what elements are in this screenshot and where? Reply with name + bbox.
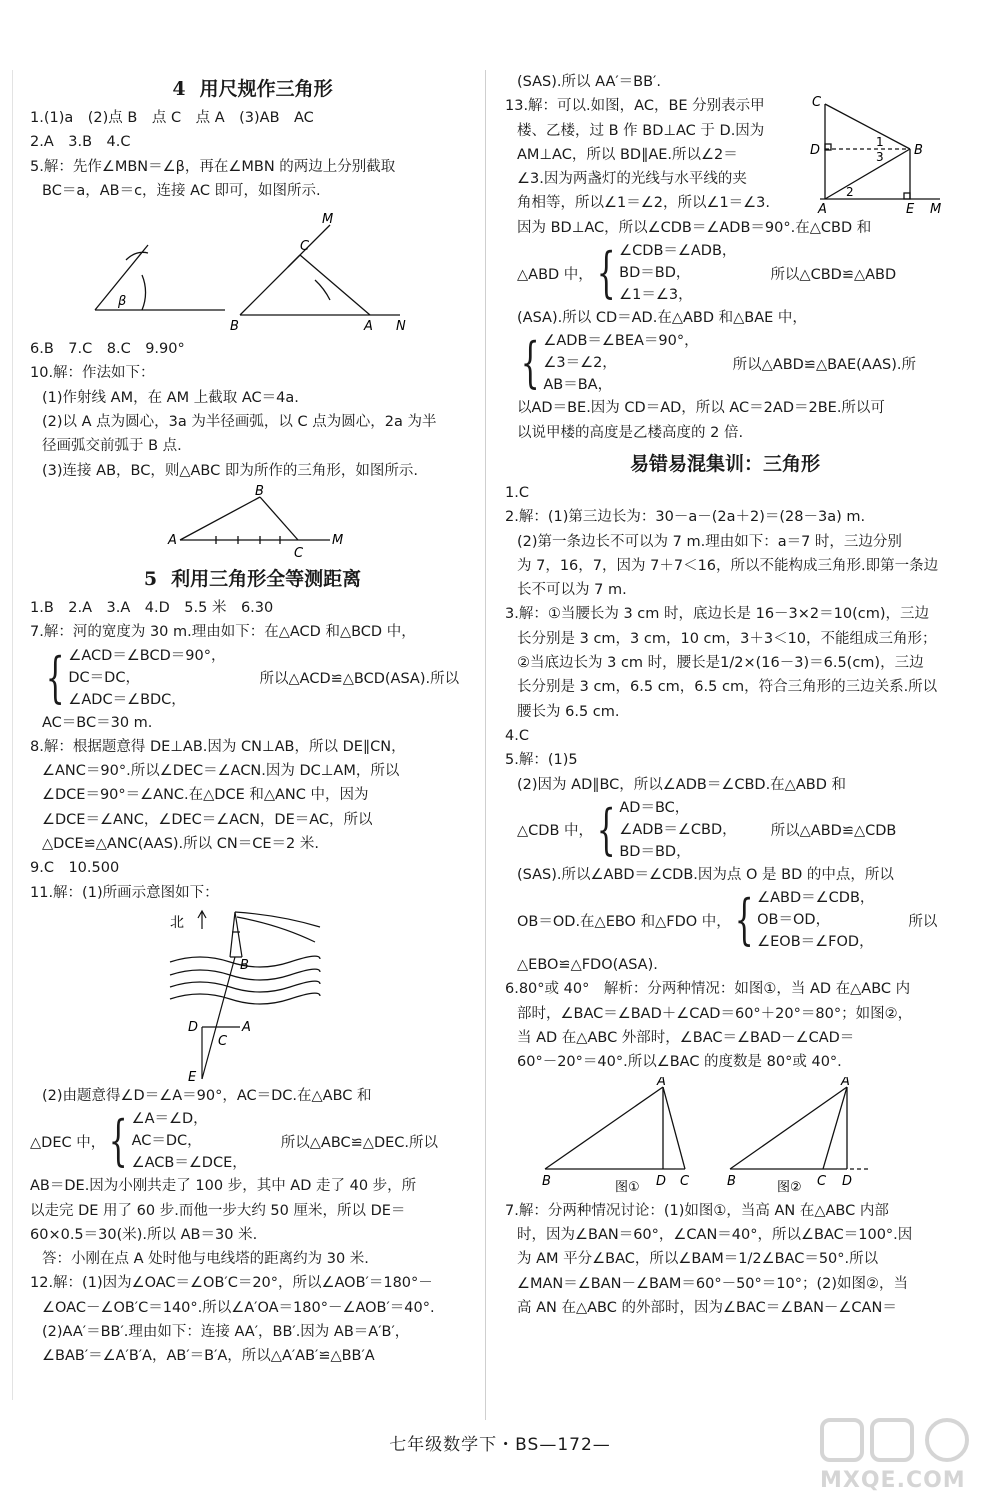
section-4-heading: 4 用尺规作三角形 xyxy=(172,78,333,100)
answer-line: 长分别是 3 cm，6.5 cm，6.5 cm，符合三角形的三边关系.所以 xyxy=(517,679,938,696)
answer-line: (SAS).所以∠ABD＝∠CDB.因为点 O 是 BD 的中点，所以 xyxy=(517,866,894,883)
label-A: A xyxy=(841,1076,850,1089)
label-D: D xyxy=(842,1173,853,1189)
answer-line: ∠MAN＝∠BAN－∠BAM＝60°－50°＝10°；(2)如图②，当 xyxy=(517,1275,909,1292)
watermark-icon xyxy=(812,1415,982,1470)
answer-line: 7.解：河的宽度为 30 m.理由如下：在△ACD 和△BCD 中， xyxy=(30,624,416,641)
answer-line: (2)因为 AD∥BC，所以∠ADB＝∠CBD.在△ABD 和 xyxy=(517,776,846,793)
label-A: A xyxy=(657,1076,666,1089)
answer-line: 60°－20°＝40°.所以∠BAC 的度数是 80°或 40°. xyxy=(517,1054,842,1071)
left-column xyxy=(30,70,475,1369)
label-N: N xyxy=(396,319,406,335)
answer-line: 2.A 3.B 4.C xyxy=(30,134,131,151)
answer-line: ∠3.因为两盏灯的光线与水平线的夹 xyxy=(517,171,747,188)
label-D: D xyxy=(656,1173,667,1189)
label-D: D xyxy=(810,143,821,159)
label-B: B xyxy=(255,484,264,499)
answer-line: 1.B 2.A 3.A 4.D 5.5 米 6.30 xyxy=(30,599,274,616)
answer-line: 楼、乙楼，过 B 作 BD⊥AC 于 D.因为 xyxy=(517,122,765,139)
right-column xyxy=(505,70,945,1320)
answer-line: ∠ANC＝90°.所以∠DEC＝∠ACN.因为 DC⊥AM，所以 xyxy=(42,763,400,780)
answer-line: 6.80°或 40° 解析：分两种情况：如图①，当 AD 在△ABC 内 xyxy=(505,981,911,998)
label-A: A xyxy=(364,319,373,335)
answer-line: (2)第一条边长不可以为 7 m.理由如下：a＝7 时，三边分别 xyxy=(517,533,902,550)
brace-system: { ∠ACD＝∠BCD＝90°， DC＝DC， ∠ADC＝∠BDC， 所以△ACD≌△BCD(ASA).所以 xyxy=(45,645,460,709)
label-M: M xyxy=(322,212,334,228)
label-angle-1: 1 xyxy=(876,135,884,150)
label-angle-2: 2 xyxy=(846,185,854,200)
answer-line: 11.解：(1)所画示意图如下： xyxy=(30,884,219,901)
label-north: 北 xyxy=(170,914,184,931)
answer-line: 8.解：根据题意得 DE⊥AB.因为 CN⊥AB，所以 DE∥CN， xyxy=(30,738,406,755)
figure-construct-angle xyxy=(30,205,450,335)
label-angle-3: 3 xyxy=(876,150,884,165)
answer-line: 13.解：可以.如图，AC，BE 分别表示甲 xyxy=(505,98,765,115)
problem-13-block xyxy=(505,94,945,215)
answer-line: 时，因为∠BAN＝60°，∠CAN＝40°，所以∠BAC＝100°.因 xyxy=(517,1226,913,1243)
answer-line: 12.解：(1)因为∠OAC＝∠OB′C＝20°，所以∠AOB′＝180°－ xyxy=(30,1275,433,1292)
label-beta: β xyxy=(118,294,127,310)
brace-system: △ABD 中， { ∠CDB＝∠ADB， BD＝BD， ∠1＝∠3， 所以△CBD≌△ABD xyxy=(517,241,897,305)
answer-line: 为 7，16，7，因为 7＋7＜16，所以不能构成三角形.即第一条边 xyxy=(517,557,939,574)
answer-line: ∠DCE＝90°＝∠ANC.在△DCE 和△ANC 中，因为 xyxy=(42,787,369,804)
answer-line: BC＝a，AB＝c，连接 AC 即可，如图所示. xyxy=(42,182,321,199)
label-C: C xyxy=(300,239,310,255)
answer-line: 6.B 7.C 8.C 9.90° xyxy=(30,341,185,358)
label-B: B xyxy=(230,319,239,335)
answer-line: 因为 BD⊥AC，所以∠CDB＝∠ADB＝90°.在△CBD 和 xyxy=(517,219,872,236)
answer-line: 9.C 10.500 xyxy=(30,860,120,877)
answer-line: ②当底边长为 3 cm 时，腰长是1/2×(16－3)＝6.5(cm)，三边 xyxy=(517,655,924,672)
answer-line: (2)AA′＝BB′.理由如下：连接 AA′，BB′.因为 AB＝A′B′， xyxy=(42,1324,410,1341)
answer-line: 10.解：作法如下： xyxy=(30,365,155,382)
answer-line: AC＝BC＝30 m. xyxy=(42,714,153,731)
section-5-heading: 5 利用三角形全等测距离 xyxy=(143,567,362,590)
answer-line: 以AD＝BE.因为 CD＝AD，所以 AC＝2AD＝2BE.所以可 xyxy=(517,400,885,417)
answer-line: (2)以 A 点为圆心，3a 为半径画弧，以 C 点为圆心，2a 为半 xyxy=(42,414,437,431)
brace-system: △DEC 中， { ∠A＝∠D， AC＝DC， ∠ACB＝∠DCE， 所以△ABC≌△DEC.所以 xyxy=(30,1109,439,1173)
label-B: B xyxy=(914,143,923,159)
answer-line: 以走完 DE 用了 60 步.而他一步大约 50 厘米，所以 DE＝ xyxy=(30,1202,406,1219)
brace-system: OB＝OD.在△EBO 和△FDO 中， { ∠ABD＝∠CDB， OB＝OD， ∠EOB＝∠FOD， 所以 xyxy=(517,888,938,952)
answer-line: 径画弧交前弧于 B 点. xyxy=(42,438,182,455)
answer-line: 答：小刚在点 A 处时他与电线塔的距离约为 30 米. xyxy=(42,1251,369,1268)
figure-triangle-abc xyxy=(30,485,450,560)
answer-line: (2)由题意得∠D＝∠A＝90°，AC＝DC.在△ABC 和 xyxy=(42,1087,372,1104)
answer-line: 3.解：①当腰长为 3 cm 时，底边长是 16－3×2＝10(cm)，三边 xyxy=(505,606,930,623)
answer-line: (ASA).所以 CD＝AD.在△ABD 和△BAE 中， xyxy=(517,310,807,327)
label-B: B xyxy=(727,1173,736,1189)
label-C: C xyxy=(817,1173,827,1189)
answer-line: ∠DCE＝∠ANC，∠DEC＝∠ACN，DE＝AC，所以 xyxy=(42,811,373,828)
label-B: B xyxy=(240,957,249,973)
answer-line: 2.解：(1)第三边长为：30－a－(2a＋2)＝(28－3a) m. xyxy=(505,509,866,526)
answer-line: 部时，∠BAC＝∠BAD＋∠CAD＝60°＋20°＝80°；如图②， xyxy=(517,1005,913,1022)
answer-line: 长不可以为 7 m. xyxy=(517,582,627,599)
answer-line: 1.(1)a (2)点 B 点 C 点 A (3)AB AC xyxy=(30,110,314,126)
answer-line: 7.解：分两种情况讨论：(1)如图①，当高 AN 在△ABC 内部 xyxy=(505,1202,889,1219)
label-M: M xyxy=(930,202,942,215)
label-C: C xyxy=(294,545,304,560)
figure-2-label: 图② xyxy=(777,1179,802,1195)
figure-buildings xyxy=(810,94,950,214)
brace-system: { ∠ADB＝∠BEA＝90°， ∠3＝∠2， AB＝BA， 所以△ABD≌△BAE(AAS).所 xyxy=(520,331,917,395)
answer-line: (1)作射线 AM，在 AM 上截取 AC＝4a. xyxy=(42,389,299,406)
answer-line: 60×0.5＝30(米).所以 AB＝30 米. xyxy=(30,1226,258,1243)
label-C: C xyxy=(218,1033,228,1049)
brace-system: △CDB 中， { AD＝BC， ∠ADB＝∠CBD， BD＝BD， 所以△ABD≌△CDB xyxy=(517,797,897,861)
label-M: M xyxy=(332,532,344,548)
label-A: A xyxy=(242,1019,251,1035)
answer-line: △EBO≌△FDO(ASA). xyxy=(517,957,658,974)
answer-line: 5.解：先作∠MBN＝∠β，再在∠MBN 的两边上分别截取 xyxy=(30,158,396,175)
section-review-heading: 易错易混集训：三角形 xyxy=(629,452,820,475)
answer-line: 以说甲楼的高度是乙楼高度的 2 倍. xyxy=(517,424,744,441)
answer-line: △DCE≌△ANC(AAS).所以 CN＝CE＝2 米. xyxy=(42,836,319,853)
answer-line: 为 AM 平分∠BAC，所以∠BAM＝1/2∠BAC＝50°.所以 xyxy=(517,1251,879,1268)
page-edge-line xyxy=(12,70,13,1400)
answer-line: (SAS).所以 AA′＝BB′. xyxy=(517,74,661,90)
answer-line: 腰长为 6.5 cm. xyxy=(517,703,620,720)
answer-line: AB＝DE.因为小刚共走了 100 步，其中 AD 走了 40 步，所 xyxy=(30,1178,417,1195)
answer-line: AM⊥AC，所以 BD∥AE.所以∠2＝ xyxy=(517,146,738,163)
figure-river-tower xyxy=(30,907,450,1082)
page-footer: 七年级数学下・BS—172— xyxy=(389,1435,611,1455)
label-C: C xyxy=(812,95,822,111)
answer-line: 高 AN 在△ABC 的外部时，因为∠BAC＝∠BAN－∠CAN＝ xyxy=(517,1299,897,1316)
label-D: D xyxy=(188,1019,199,1035)
answer-line: 长分别是 3 cm，3 cm，10 cm，3＋3＜10，不能组成三角形； xyxy=(517,630,937,647)
label-E: E xyxy=(906,202,915,215)
label-C: C xyxy=(680,1173,690,1189)
answer-line: 4.C xyxy=(505,727,529,744)
watermark-logo: MXQE.COM xyxy=(812,1415,982,1495)
figure-two-cases xyxy=(505,1077,945,1197)
column-divider xyxy=(485,70,486,1420)
figure-1-label: 图① xyxy=(615,1179,640,1195)
answer-line: ∠BAB′＝∠A′B′A，AB′＝B′A，所以△A′AB′≌△BB′A xyxy=(42,1348,375,1365)
label-E: E xyxy=(188,1069,197,1082)
answer-line: ∠OAC－∠OB′C＝140°.所以∠A′OA＝180°－∠AOB′＝40°. xyxy=(42,1299,435,1316)
answer-line: (3)连接 AB，BC，则△ABC 即为所作的三角形，如图所示. xyxy=(42,462,418,479)
answer-line: 当 AD 在△ABC 外部时，∠BAC＝∠BAD－∠CAD＝ xyxy=(517,1030,855,1047)
label-A: A xyxy=(818,202,827,215)
answer-line: 角相等，所以∠1＝∠2，所以∠1＝∠3. xyxy=(517,195,771,212)
label-A: A xyxy=(168,532,177,548)
answer-line: 5.解：(1)5 xyxy=(505,752,578,769)
answer-line: 1.C xyxy=(505,484,529,501)
label-B: B xyxy=(542,1173,551,1189)
